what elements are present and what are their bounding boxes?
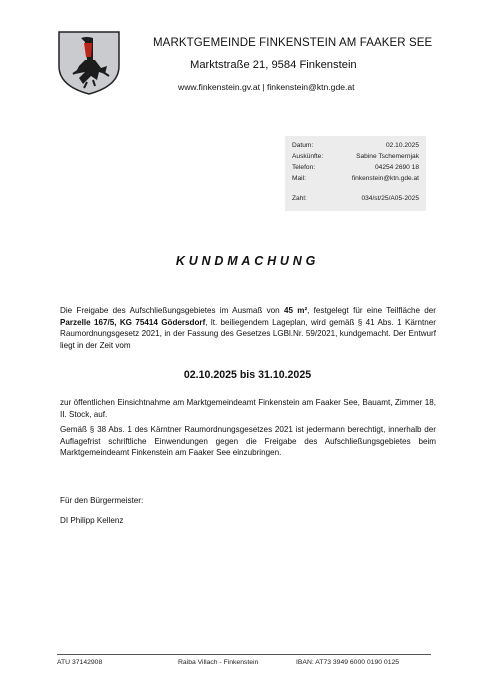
auskuenfte-label: Auskünfte: — [292, 153, 324, 160]
telefon-value: 04254 2690 18 — [374, 164, 419, 171]
paragraph-announcement — [60, 305, 436, 351]
parcel-value: Parzelle 167/5, KG 75414 Gödersdorf — [60, 317, 206, 327]
area-value: 45 m² — [283, 306, 308, 315]
footer-atu: ATU 37142908 — [57, 659, 103, 666]
zahl-label: Zahl: — [292, 195, 307, 202]
signature-label: Für den Bürgermeister: — [60, 496, 144, 505]
document-title: KUNDMACHUNG — [175, 254, 320, 268]
paragraph-objection: Gemäß § 38 Abs. 1 des Kärntner Raumordnungsgesetzes 2021 ist jedermann berechtigt, innerhalb der Auflagefrist schriftliche Einwendungen gegen die Freigabe des Aufschließungsgebietes beim Marktgemeindeamt Finkenstein am Faaker See einzubringen. — [60, 425, 436, 457]
auskuenfte-value: Sabine Tschemernjak — [356, 153, 419, 160]
coat-of-arms-icon — [57, 30, 121, 96]
paragraph-inspection: zur öffentlichen Einsichtnahme am Marktgemeindeamt Finkenstein am Faaker See, Bauamt, Zimmer 18, II. Stock, auf. — [60, 398, 436, 419]
contact-line: www.finkenstein.gv.at | finkenstein@ktn.gde.at — [178, 82, 355, 92]
info-row-auskuenfte — [292, 153, 419, 163]
info-row-telefon — [292, 164, 419, 174]
datum-label: Datum: — [292, 142, 314, 149]
mail-label: Mail: — [292, 175, 306, 182]
p1-text-b: , festgelegt für eine Teilfläche der — [307, 306, 436, 315]
datum-value: 02.10.2025 — [385, 142, 419, 149]
municipality-name: MARKTGEMEINDE FINKENSTEIN AM FAAKER SEE — [153, 37, 433, 49]
info-box — [285, 136, 426, 211]
municipality-address: Marktstraße 21, 9584 Finkenstein — [190, 59, 357, 71]
info-row-mail — [292, 175, 419, 185]
display-period: 02.10.2025 bis 31.10.2025 — [183, 369, 312, 381]
footer-divider — [57, 654, 431, 655]
info-row-datum — [292, 142, 419, 152]
footer-iban: IBAN: AT73 3949 6000 0190 0125 — [296, 659, 400, 666]
info-row-zahl — [292, 195, 419, 205]
footer-bank: Raiba Villach - Finkenstein — [178, 659, 259, 666]
telefon-label: Telefon: — [292, 164, 316, 171]
signature-name: DI Philipp Kellenz — [60, 516, 124, 525]
p1-text-c: , lt. beiliegendem Lageplan, wird gemäß § 41 Abs. 1 Kärntner Raumordnungsgesetz 2021, in der Fassung des Gesetzes LGBl.Nr. 59/2021, kundgemacht. Der Entwurf liegt in der Zeit vom — [60, 317, 437, 350]
zahl-value: 034/st/25/A05-2025 — [361, 195, 419, 202]
p1-text-a: Die Freigabe des Aufschließungsgebietes im Ausmaß von — [60, 306, 284, 315]
mail-value: finkenstein@ktn.gde.at — [351, 175, 419, 182]
